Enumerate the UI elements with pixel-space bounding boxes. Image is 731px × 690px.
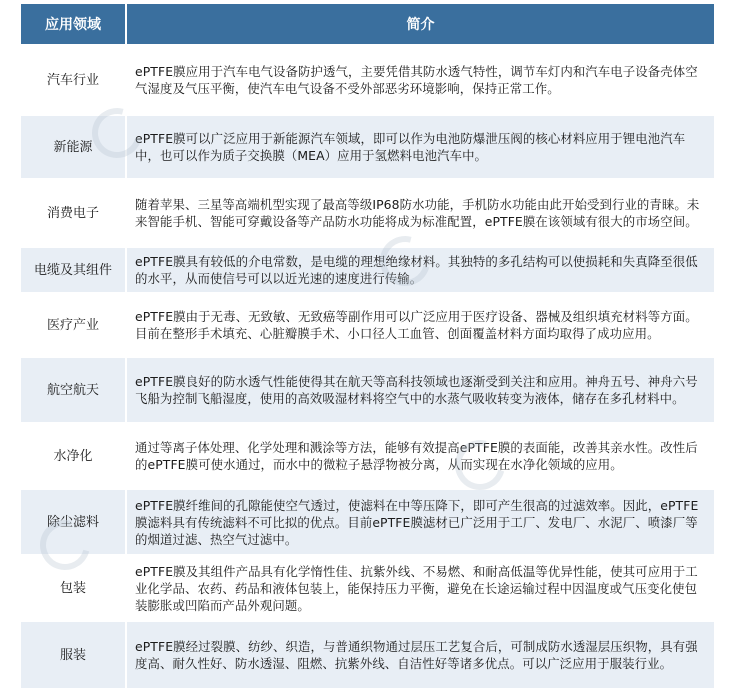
row-description: 随着苹果、三星等高端机型实现了最高等级IP68防水功能，手机防水功能由此开始受到行业的青睐。未来智能手机、智能可穿戴设备等产品防水功能将成为标准配置，ePTFE膜在该领域有很大的市场空间。 xyxy=(127,180,714,248)
table-row xyxy=(21,556,714,622)
row-area-label: 电缆及其组件 xyxy=(21,248,127,294)
row-area-label: 医疗产业 xyxy=(21,294,127,358)
header-application-area: 应用领域 xyxy=(21,4,127,46)
table-row xyxy=(21,116,714,180)
row-description: ePTFE膜可以广泛应用于新能源汽车领域，即可以作为电池防爆泄压阀的核心材料应用于锂电池汽车中，也可以作为质子交换膜（MEA）应用于氢燃料电池汽车中。 xyxy=(127,116,714,180)
table-row xyxy=(21,424,714,490)
table-row xyxy=(21,358,714,424)
table-row xyxy=(21,622,714,690)
application-table-container xyxy=(21,4,714,690)
row-description: ePTFE膜应用于汽车电气设备防护透气，主要凭借其防水透气特性，调节车灯内和汽车电子设备壳体空气湿度及气压平衡，使汽车电气设备不受外部恶劣环境影响，保持正常工作。 xyxy=(127,46,714,116)
table-row xyxy=(21,490,714,556)
row-area-label: 包装 xyxy=(21,556,127,622)
header-introduction: 简介 xyxy=(127,4,714,46)
row-description: ePTFE膜由于无毒、无致敏、无致癌等副作用可以广泛应用于医疗设备、器械及组织填充材料等方面。目前在整形手术填充、心脏瓣膜手术、小口径人工血管、创面覆盖材料方面均取得了成功应用。 xyxy=(127,294,714,358)
row-area-label: 航空航天 xyxy=(21,358,127,424)
row-description: ePTFE膜良好的防水透气性能使得其在航天等高科技领域也逐渐受到关注和应用。神舟五号、神舟六号飞船为控制飞船湿度，使用的高效吸湿材料将空气中的水蒸气吸收转变为液体，储存在多孔材料中。 xyxy=(127,358,714,424)
row-description: ePTFE膜纤维间的孔隙能使空气透过，使滤料在中等压降下，即可产生很高的过滤效率。因此，ePTFE膜滤料具有传统滤料不可比拟的优点。目前ePTFE膜滤材已广泛用于工厂、发电厂、水泥厂、喷漆厂等的烟道过滤、热空气过滤中。 xyxy=(127,490,714,556)
row-area-label: 汽车行业 xyxy=(21,46,127,116)
row-description: ePTFE膜具有较低的介电常数，是电缆的理想绝缘材料。其独特的多孔结构可以使损耗和失真降至很低的水平，从而使信号可以以近光速的速度进行传输。 xyxy=(127,248,714,294)
table-row xyxy=(21,294,714,358)
row-area-label: 除尘滤料 xyxy=(21,490,127,556)
table-row xyxy=(21,180,714,248)
row-area-label: 消费电子 xyxy=(21,180,127,248)
row-area-label: 水净化 xyxy=(21,424,127,490)
table-row xyxy=(21,248,714,294)
application-table xyxy=(21,4,714,690)
row-description: ePTFE膜及其组件产品具有化学惰性佳、抗紫外线、不易燃、和耐高低温等优异性能，使其可应用于工业化学品、农药、药品和液体包装上，能保持压力平衡，避免在长途运输过程中因温度或气压变化使包装膨胀或凹陷而产品外观问题。 xyxy=(127,556,714,622)
row-description: ePTFE膜经过裂膜、纺纱、织造，与普通织物通过层压工艺复合后，可制成防水透湿层压织物，具有强度高、耐久性好、防水透湿、阻燃、抗紫外线、自洁性好等诸多优点。可以广泛应用于服装行业。 xyxy=(127,622,714,690)
row-area-label: 服装 xyxy=(21,622,127,690)
row-area-label: 新能源 xyxy=(21,116,127,180)
row-description: 通过等离子体处理、化学处理和溅涂等方法，能够有效提高ePTFE膜的表面能，改善其亲水性。改性后的ePTFE膜可使水通过，而水中的微粒子悬浮物被分离，从而实现在水净化领域的应用。 xyxy=(127,424,714,490)
table-header-row xyxy=(21,4,714,46)
table-row xyxy=(21,46,714,116)
